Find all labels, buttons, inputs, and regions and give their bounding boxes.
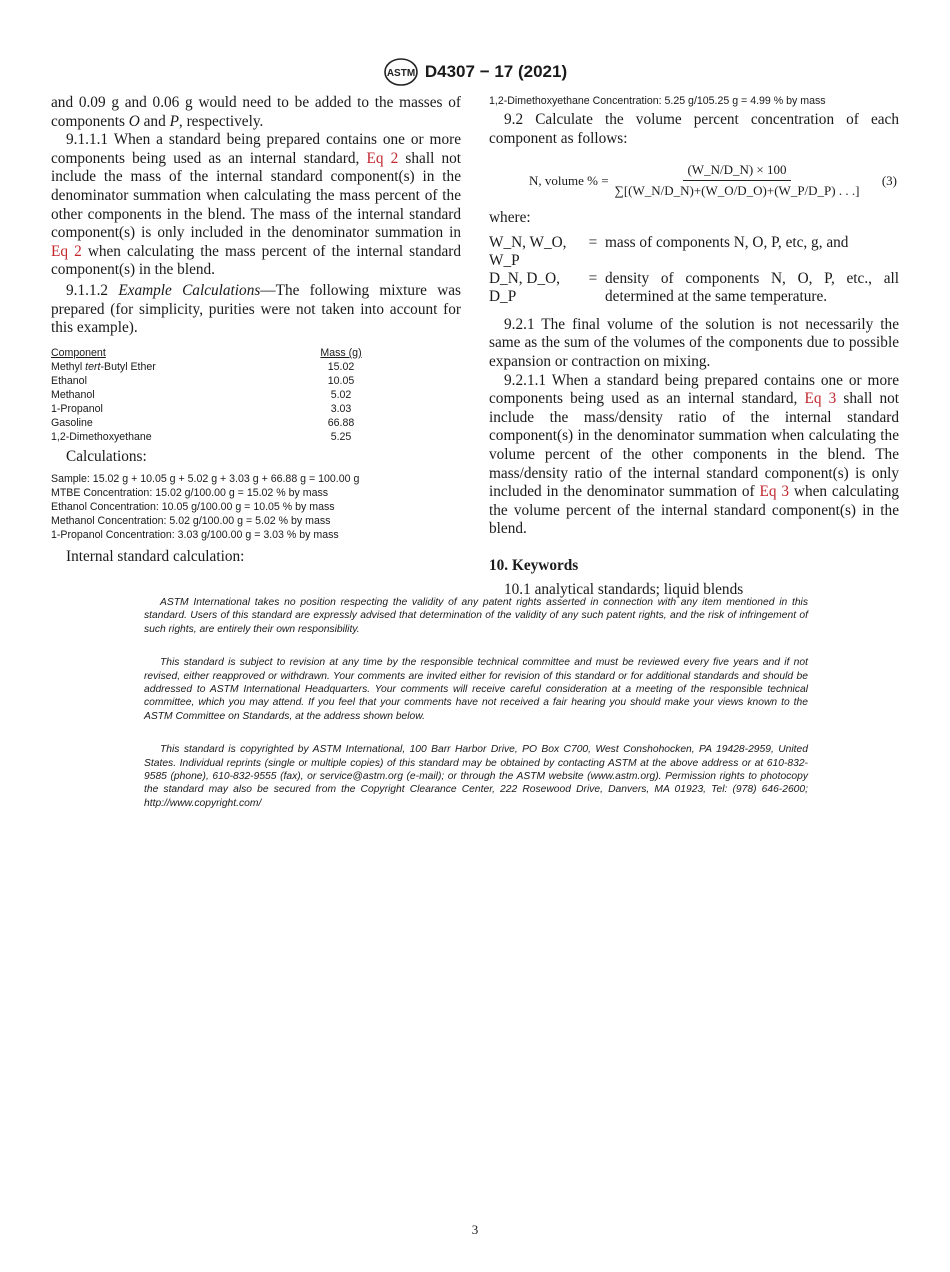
document-designation: D4307 − 17 (2021) xyxy=(424,62,568,81)
calc-line: MTBE Concentration: 15.02 g/100.00 g = 15.02 % by mass xyxy=(51,487,329,500)
eq2-link[interactable]: Eq 2 xyxy=(366,149,399,167)
legal-notices xyxy=(144,596,808,830)
col-component-header: Component xyxy=(51,346,106,359)
equation-fraction xyxy=(615,162,860,199)
table-row: 1-Propanol 3.03 xyxy=(51,402,352,415)
section-10-1: 10.1 analytical standards; liquid blends xyxy=(504,580,744,598)
dme-concentration-line: 1,2-Dimethoxyethane Concentration: 5.25 g/105.25 g = 4.99 % by mass xyxy=(489,95,826,107)
page-number: 3 xyxy=(471,1222,479,1237)
intro-paragraph: and 0.09 g and 0.06 g would need to be added to the masses of components O and P, respectively. xyxy=(51,94,461,130)
component-table xyxy=(51,346,386,444)
left-column xyxy=(51,94,461,567)
table-row: 1,2-Dimethoxyethane 5.25 xyxy=(51,430,352,443)
table-row: Ethanol 10.05 xyxy=(51,374,355,387)
right-column xyxy=(489,94,899,600)
keywords-heading: 10. Keywords xyxy=(489,556,579,574)
where-label: where: xyxy=(489,209,531,227)
patent-notice: ASTM International takes no position respecting the validity of any patent rights asserted in connection with any item mentioned in this standard. Users of this standard are expressly advised that determination of the validity of any such patent rights, and the risk of infringement of such rights, are entirely their own responsibility. xyxy=(144,597,808,635)
section-9-2: 9.2 Calculate the volume percent concentration of each component as follows: xyxy=(489,111,899,147)
equation-lhs: N, volume % = xyxy=(529,172,609,188)
col-mass-header: Mass (g) xyxy=(320,346,362,359)
calculations-heading: Calculations: xyxy=(66,447,147,465)
copyright-notice: This standard is copyrighted by ASTM International, 100 Barr Harbor Drive, PO Box C700, West Conshohocken, PA 19428-2959, United States. Individual reprints (single or multiple copies) of this standard may be obtained by contacting ASTM at the above address or at 610-832-9585 (phone), 610-832-9555 (fax), or service@astm.org (e-mail); or through the ASTM website (www.astm.org). Permission rights to photocopy the standard may also be secured from the Copyright Clearance Center, 222 Rosewood Drive, Danvers, MA 01923, Tel: (978) 646-2600; http://www.copyright.com/ xyxy=(144,744,808,809)
revision-notice: This standard is subject to revision at any time by the responsible technical committee and must be reviewed every five years and if not revised, either reapproved or withdrawn. Your comments are invited either for revision of this standard or for additional standards and should be addressed to ASTM International Headquarters. Your comments will receive careful consideration at a meeting of the responsible technical committee, which you may attend. If you feel that your comments have not received a fair hearing you should make your views known to the ASTM Committee on Standards, at the address shown below. xyxy=(144,657,808,722)
svg-text:ASTM: ASTM xyxy=(386,68,416,79)
page-header xyxy=(0,56,950,88)
section-9-2-1-1: 9.2.1.1 When a standard being prepared contains one or more components being used as an internal standard, Eq 3 shall not include the mass/density ratio of the internal standard component(s) in the denominator summation when calculating the volume percent of the other components in the blend. The mass/density ratio of the internal standard component(s) is only included in the denominator summation of Eq 3 when calculating the volume percent of the internal standard component(s) in the blend. xyxy=(489,371,900,538)
section-9-1-1-2: 9.1.1.2 Example Calculations—The following mixture was prepared (for simplicity, purities were not taken into account for this example). xyxy=(51,281,462,337)
equation-number: (3) xyxy=(881,172,897,188)
section-9-2-1: 9.2.1 The final volume of the solution is not necessarily the same as the sum of the volumes of the components due to possible expansion or contraction on mixing. xyxy=(489,315,899,370)
calculation-lines xyxy=(51,472,461,542)
table-row: Gasoline 66.88 xyxy=(51,416,355,429)
section-9-1-1-1: 9.1.1.1 When a standard being prepared contains one or more components being used as an internal standard, Eq 2 shall not include the mass of the internal standard component(s) in the denominator summation when calculating the mass percent of the other components in the blend. The mass of the internal standard component(s) is only included in the denominator summation in Eq 2 when calculating the mass percent of the internal standard component(s) in the blend. xyxy=(51,131,462,279)
table-row: Methyl tert-Butyl Ether 15.02 xyxy=(51,360,355,373)
calc-line: Methanol Concentration: 5.02 g/100.00 g = 5.02 % by mass xyxy=(51,515,331,528)
internal-standard-calc: Internal standard calculation: xyxy=(66,548,245,566)
astm-logo xyxy=(383,56,419,88)
table-row: Methanol 5.02 xyxy=(51,388,352,401)
calc-line: Sample: 15.02 g + 10.05 g + 5.02 g + 3.03 g + 66.88 g = 100.00 g xyxy=(51,473,360,486)
calc-line: Ethanol Concentration: 10.05 g/100.00 g = 10.05 % by mass xyxy=(51,501,335,514)
definition-row: W_N, W_O, W_P = mass of components N, O, P, etc, g, and xyxy=(489,233,849,269)
eq2-link[interactable]: Eq 2 xyxy=(51,242,82,260)
equation-denominator: ∑[(W_N/D_N)+(W_O/D_O)+(W_P/D_P) . . .] xyxy=(614,183,860,199)
calc-line: 1-Propanol Concentration: 3.03 g/100.00 g = 3.03 % by mass xyxy=(51,529,339,542)
equation-numerator: (W_N/D_N) × 100 xyxy=(683,162,790,181)
equation-3 xyxy=(489,162,899,199)
eq3-link[interactable]: Eq 3 xyxy=(759,483,790,501)
definition-row: D_N, D_O, D_P = density of components N, O, P, etc., all determined at the same temperature. xyxy=(489,269,899,305)
variable-definitions xyxy=(489,234,899,306)
eq3-link[interactable]: Eq 3 xyxy=(804,390,837,408)
